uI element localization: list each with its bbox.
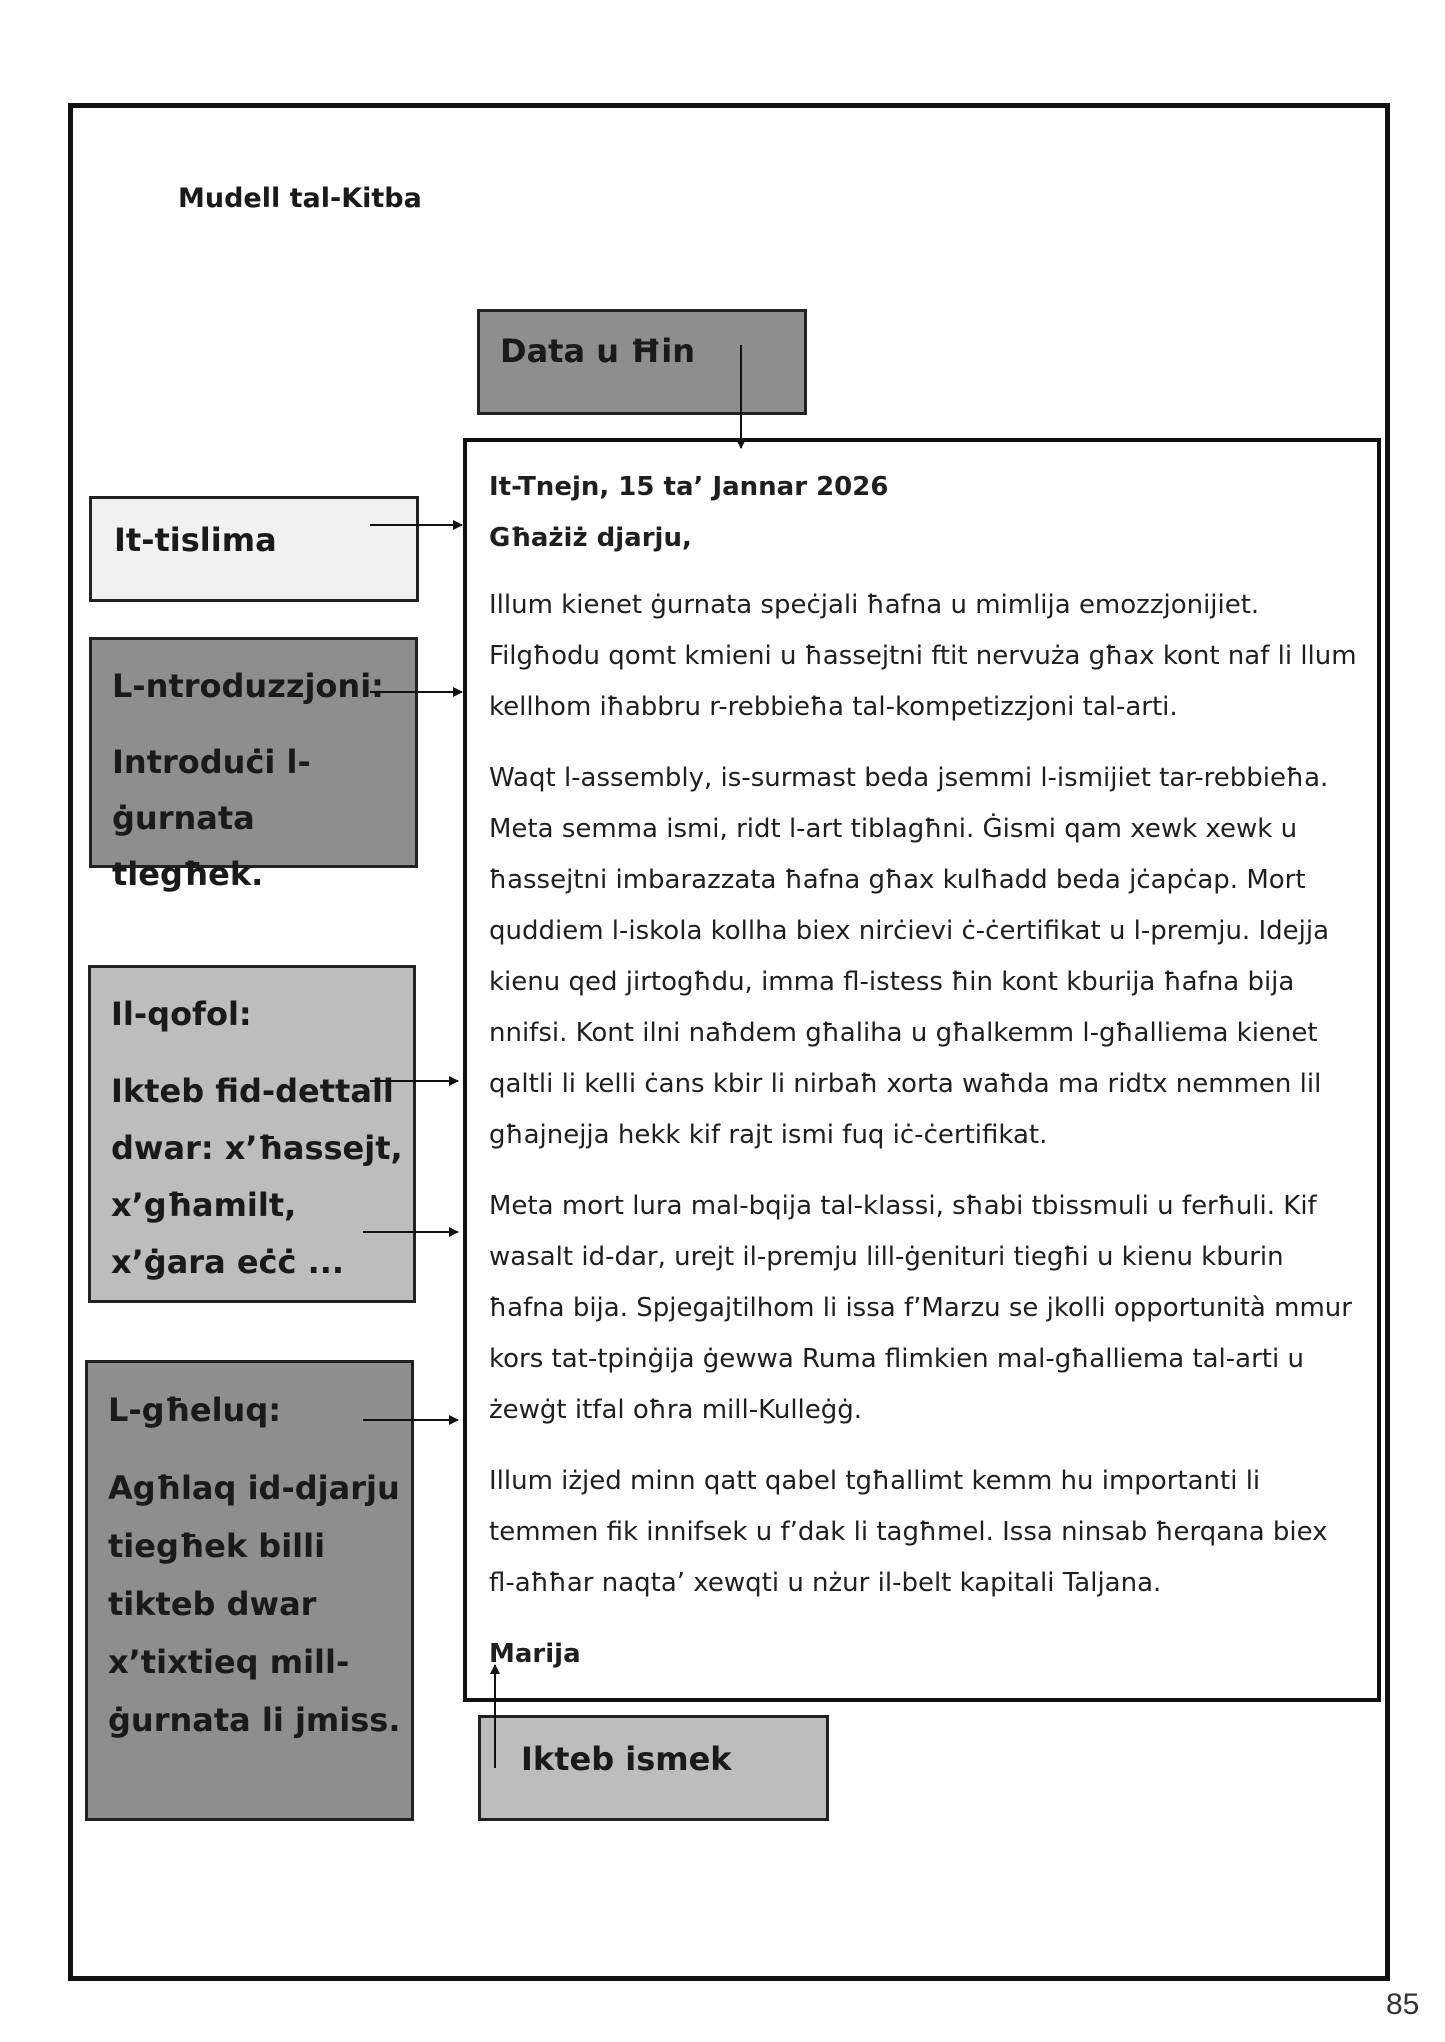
- closing-description: Agħlaq id-djarju tiegħek billi tikteb dwar x’tixtieq mill-ġurnata li jmiss.: [108, 1469, 401, 1739]
- letter-date: It-Tnejn, 15 ta’ Jannar 2026: [489, 472, 889, 502]
- letter-paragraph-closing: Illum iżjed minn qatt qabel tgħallimt kemm hu importanti li temmen fik innifsek u f’dak li tagħmel. Issa ninsab ħerqana biex fl-aħħar naqta’ xewqti u nżur il-belt kapitali Taljana.: [489, 1466, 1328, 1598]
- intro-heading: L-ntroduzzjoni:: [112, 667, 384, 705]
- recipient-label: It-tislima: [114, 521, 277, 559]
- page-number: 85: [1386, 1988, 1420, 2021]
- intro-description: Introduċi l-ġurnata tiegħek.: [112, 743, 311, 893]
- closing-label-box: [85, 1360, 414, 1821]
- letter-paragraph-body-2: Meta mort lura mal-bqija tal-klassi, sħabi tbissmuli u ferħuli. Kif wasalt id-dar, urejt il-premju lill-ġenituri tiegħi u kienu kburin ħafna bija. Spjegajtilhom li issa f’Marzu se jkolli opportunità mmur kors tat-tpinġija ġewwa Ruma flimkien mal-għalliema tal-arti u żewġt itfal oħra mill-Kulleġġ.: [489, 1191, 1352, 1425]
- date-time-label: Data u Ħin: [500, 332, 696, 370]
- letter-paragraph-intro: Illum kienet ġurnata speċjali ħafna u mimlija emozzjonijiet. Filgħodu qomt kmieni u ħassejtni ftit nervuża għax kont naf li llum kellhom iħabbru r-rebbieħa tal-kompetizzjoni tal-arti.: [489, 590, 1357, 722]
- letter-paragraph-body-1: Waqt l-assembly, is-surmast beda jsemmi l-ismijiet tar-rebbieħa. Meta semma ismi, ridt l-art tiblagħni. Ġismi qam xewk xewk u ħassejtni imbarazzata ħafna għax kulħadd beda jċapċap. Mort quddiem l-iskola kollha biex nirċievi ċ-ċertifikat u l-premju. Idejja kienu qed jirtogħdu, imma fl-istess ħin kont kburija ħafna bija nnifsi. Kont ilni naħdem għaliha u għalkemm l-għalliema kienet qaltli li kelli ċans kbir li nirbaħ xorta waħda ma ridtx nemmen lil għajnejja hekk kif rajt ismi fuq iċ-ċertifikat.: [489, 763, 1330, 1150]
- model-title: Mudell tal-Kitba: [178, 183, 422, 214]
- date-time-label-box: [477, 309, 807, 415]
- recipient-label-box: [89, 496, 419, 602]
- body-heading: Il-qofol:: [111, 995, 252, 1033]
- intro-label-box: [89, 637, 418, 893]
- body-label-box: [88, 965, 416, 1303]
- name-label: Ikteb ismek: [521, 1740, 732, 1778]
- letter-greeting: Għażiż djarju,: [489, 523, 692, 553]
- closing-heading: L-għeluq:: [108, 1391, 282, 1429]
- name-label-box: [478, 1715, 829, 1821]
- diary-letter: [463, 438, 1381, 1702]
- body-description: Ikteb fid-dettall dwar: x’ħassejt, x’għamilt, x’ġara eċċ ...: [111, 1072, 403, 1281]
- letter-signature: Marija: [489, 1639, 581, 1669]
